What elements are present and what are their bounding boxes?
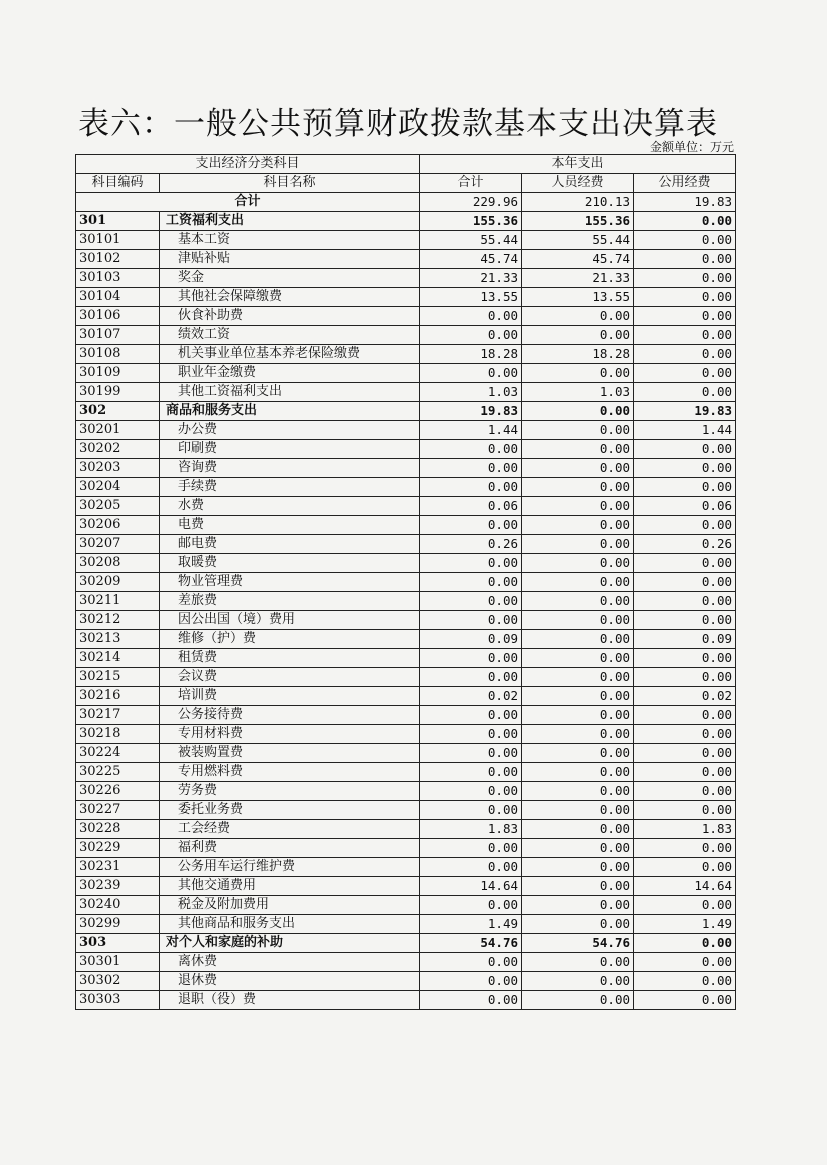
header-public: 公用经费	[634, 174, 736, 193]
table-row	[76, 725, 736, 744]
table-row	[76, 668, 736, 687]
row-code: 30207	[76, 535, 160, 554]
row-personnel: 0.00	[522, 497, 634, 516]
table-row	[76, 573, 736, 592]
row-total: 0.00	[420, 991, 522, 1010]
row-name: 办公费	[160, 421, 420, 440]
row-personnel: 0.00	[522, 801, 634, 820]
row-code: 303	[76, 934, 160, 953]
table-row	[76, 896, 736, 915]
row-code: 30204	[76, 478, 160, 497]
row-name: 职业年金缴费	[160, 364, 420, 383]
row-personnel: 0.00	[522, 611, 634, 630]
row-personnel: 155.36	[522, 212, 634, 231]
row-name: 维修（护）费	[160, 630, 420, 649]
row-public: 0.00	[634, 725, 736, 744]
row-public: 0.00	[634, 269, 736, 288]
row-public: 0.00	[634, 383, 736, 402]
header-current-year-expenditure: 本年支出	[420, 155, 736, 174]
row-public: 0.00	[634, 516, 736, 535]
row-public: 0.02	[634, 687, 736, 706]
row-total: 21.33	[420, 269, 522, 288]
row-public: 0.00	[634, 288, 736, 307]
row-code: 30209	[76, 573, 160, 592]
row-name: 基本工资	[160, 231, 420, 250]
row-code: 30104	[76, 288, 160, 307]
row-total: 0.00	[420, 307, 522, 326]
row-code: 30103	[76, 269, 160, 288]
header-economic-classification: 支出经济分类科目	[76, 155, 420, 174]
row-public: 0.00	[634, 250, 736, 269]
table-row	[76, 212, 736, 231]
row-code: 30225	[76, 763, 160, 782]
header-total: 合计	[420, 174, 522, 193]
table-row	[76, 839, 736, 858]
row-total: 1.83	[420, 820, 522, 839]
row-name: 其他商品和服务支出	[160, 915, 420, 934]
row-total: 0.00	[420, 801, 522, 820]
row-public: 0.00	[634, 991, 736, 1010]
row-total: 0.00	[420, 649, 522, 668]
table-row	[76, 421, 736, 440]
row-personnel: 0.00	[522, 592, 634, 611]
row-total: 0.00	[420, 896, 522, 915]
table-row	[76, 630, 736, 649]
row-personnel: 0.00	[522, 649, 634, 668]
table-row	[76, 478, 736, 497]
row-personnel: 0.00	[522, 668, 634, 687]
row-name: 退休费	[160, 972, 420, 991]
row-code: 30224	[76, 744, 160, 763]
table-row	[76, 250, 736, 269]
table-row	[76, 820, 736, 839]
row-public: 0.00	[634, 345, 736, 364]
row-name: 工会经费	[160, 820, 420, 839]
table-row	[76, 326, 736, 345]
total-value: 229.96	[420, 193, 522, 212]
row-name: 奖金	[160, 269, 420, 288]
row-total: 0.02	[420, 687, 522, 706]
row-personnel: 0.00	[522, 858, 634, 877]
row-public: 0.00	[634, 649, 736, 668]
row-code: 30303	[76, 991, 160, 1010]
table-row	[76, 858, 736, 877]
row-personnel: 1.03	[522, 383, 634, 402]
row-total: 19.83	[420, 402, 522, 421]
row-code: 30205	[76, 497, 160, 516]
header-code: 科目编码	[76, 174, 160, 193]
row-code: 30106	[76, 307, 160, 326]
row-code: 30107	[76, 326, 160, 345]
row-public: 0.00	[634, 706, 736, 725]
row-name: 手续费	[160, 478, 420, 497]
row-personnel: 18.28	[522, 345, 634, 364]
row-personnel: 0.00	[522, 706, 634, 725]
row-name: 邮电费	[160, 535, 420, 554]
row-code: 30229	[76, 839, 160, 858]
row-personnel: 0.00	[522, 972, 634, 991]
row-name: 专用燃料费	[160, 763, 420, 782]
row-name: 津贴补贴	[160, 250, 420, 269]
row-code: 30102	[76, 250, 160, 269]
row-personnel: 0.00	[522, 782, 634, 801]
row-name: 培训费	[160, 687, 420, 706]
row-public: 0.00	[634, 668, 736, 687]
table-row	[76, 706, 736, 725]
row-name: 因公出国（境）费用	[160, 611, 420, 630]
row-name: 商品和服务支出	[160, 402, 420, 421]
row-code: 30199	[76, 383, 160, 402]
table-row	[76, 269, 736, 288]
row-total: 0.00	[420, 326, 522, 345]
row-public: 0.00	[634, 858, 736, 877]
row-public: 1.49	[634, 915, 736, 934]
row-public: 0.00	[634, 953, 736, 972]
row-code: 30101	[76, 231, 160, 250]
row-public: 0.00	[634, 364, 736, 383]
row-total: 0.00	[420, 972, 522, 991]
row-code: 30227	[76, 801, 160, 820]
row-code: 30239	[76, 877, 160, 896]
row-personnel: 0.00	[522, 478, 634, 497]
row-total: 54.76	[420, 934, 522, 953]
row-personnel: 0.00	[522, 744, 634, 763]
total-row	[76, 193, 736, 212]
row-personnel: 0.00	[522, 839, 634, 858]
row-public: 0.00	[634, 782, 736, 801]
row-name: 对个人和家庭的补助	[160, 934, 420, 953]
row-total: 0.00	[420, 459, 522, 478]
table-row	[76, 440, 736, 459]
row-name: 租赁费	[160, 649, 420, 668]
row-public: 14.64	[634, 877, 736, 896]
row-total: 0.00	[420, 953, 522, 972]
row-name: 工资福利支出	[160, 212, 420, 231]
table-row	[76, 554, 736, 573]
table-row	[76, 953, 736, 972]
row-name: 电费	[160, 516, 420, 535]
row-public: 0.00	[634, 972, 736, 991]
row-code: 30212	[76, 611, 160, 630]
table-row	[76, 383, 736, 402]
row-name: 劳务费	[160, 782, 420, 801]
row-public: 0.00	[634, 592, 736, 611]
row-name: 公务接待费	[160, 706, 420, 725]
table-row	[76, 687, 736, 706]
row-personnel: 0.00	[522, 630, 634, 649]
table-row	[76, 934, 736, 953]
row-public: 0.00	[634, 231, 736, 250]
row-total: 0.00	[420, 763, 522, 782]
row-name: 退职（役）费	[160, 991, 420, 1010]
row-public: 0.00	[634, 744, 736, 763]
row-total: 0.00	[420, 782, 522, 801]
row-personnel: 0.00	[522, 459, 634, 478]
row-personnel: 0.00	[522, 763, 634, 782]
row-total: 0.00	[420, 744, 522, 763]
table-row	[76, 364, 736, 383]
row-public: 1.44	[634, 421, 736, 440]
header-row-columns	[76, 174, 736, 193]
row-total: 55.44	[420, 231, 522, 250]
table-row	[76, 763, 736, 782]
row-personnel: 0.00	[522, 820, 634, 839]
row-personnel: 0.00	[522, 307, 634, 326]
row-code: 30228	[76, 820, 160, 839]
row-public: 0.00	[634, 896, 736, 915]
row-personnel: 0.00	[522, 877, 634, 896]
table-row	[76, 307, 736, 326]
row-code: 30217	[76, 706, 160, 725]
row-name: 福利费	[160, 839, 420, 858]
row-personnel: 21.33	[522, 269, 634, 288]
row-name: 委托业务费	[160, 801, 420, 820]
row-personnel: 0.00	[522, 687, 634, 706]
row-name: 其他工资福利支出	[160, 383, 420, 402]
row-code: 30215	[76, 668, 160, 687]
row-public: 0.00	[634, 478, 736, 497]
row-name: 离休费	[160, 953, 420, 972]
table-row	[76, 592, 736, 611]
table-row	[76, 459, 736, 478]
row-name: 绩效工资	[160, 326, 420, 345]
row-code: 30301	[76, 953, 160, 972]
amount-unit-note: 金额单位：万元	[649, 140, 734, 154]
row-code: 30213	[76, 630, 160, 649]
row-personnel: 0.00	[522, 896, 634, 915]
table-row	[76, 345, 736, 364]
row-public: 0.00	[634, 212, 736, 231]
row-personnel: 0.00	[522, 516, 634, 535]
row-public: 0.00	[634, 839, 736, 858]
row-total: 1.49	[420, 915, 522, 934]
row-total: 0.00	[420, 592, 522, 611]
row-code: 30202	[76, 440, 160, 459]
row-name: 印刷费	[160, 440, 420, 459]
row-code: 30211	[76, 592, 160, 611]
expenditure-table	[75, 154, 736, 1010]
row-total: 1.44	[420, 421, 522, 440]
row-personnel: 0.00	[522, 440, 634, 459]
row-public: 0.00	[634, 763, 736, 782]
total-public: 19.83	[634, 193, 736, 212]
row-public: 0.00	[634, 440, 736, 459]
row-name: 伙食补助费	[160, 307, 420, 326]
row-total: 13.55	[420, 288, 522, 307]
row-name: 物业管理费	[160, 573, 420, 592]
row-code: 30201	[76, 421, 160, 440]
row-code: 30214	[76, 649, 160, 668]
row-personnel: 0.00	[522, 364, 634, 383]
row-name: 机关事业单位基本养老保险缴费	[160, 345, 420, 364]
row-personnel: 0.00	[522, 915, 634, 934]
row-personnel: 0.00	[522, 725, 634, 744]
row-personnel: 45.74	[522, 250, 634, 269]
row-personnel: 0.00	[522, 953, 634, 972]
row-public: 0.00	[634, 611, 736, 630]
row-total: 18.28	[420, 345, 522, 364]
table-row	[76, 231, 736, 250]
row-code: 30108	[76, 345, 160, 364]
row-public: 19.83	[634, 402, 736, 421]
row-total: 155.36	[420, 212, 522, 231]
page-title: 表六：一般公共预算财政拨款基本支出决算表	[78, 106, 718, 142]
row-name: 取暖费	[160, 554, 420, 573]
row-total: 0.00	[420, 516, 522, 535]
row-code: 30203	[76, 459, 160, 478]
row-name: 咨询费	[160, 459, 420, 478]
row-public: 0.00	[634, 307, 736, 326]
row-name: 税金及附加费用	[160, 896, 420, 915]
table-row	[76, 497, 736, 516]
row-personnel: 0.00	[522, 991, 634, 1010]
row-public: 0.00	[634, 801, 736, 820]
row-code: 30302	[76, 972, 160, 991]
row-public: 0.00	[634, 934, 736, 953]
row-personnel: 54.76	[522, 934, 634, 953]
row-total: 45.74	[420, 250, 522, 269]
table-row	[76, 744, 736, 763]
row-public: 0.00	[634, 573, 736, 592]
row-public: 0.26	[634, 535, 736, 554]
row-total: 0.00	[420, 611, 522, 630]
row-public: 0.00	[634, 554, 736, 573]
table-row	[76, 649, 736, 668]
total-personnel: 210.13	[522, 193, 634, 212]
row-code: 30216	[76, 687, 160, 706]
table-row	[76, 972, 736, 991]
row-personnel: 0.00	[522, 421, 634, 440]
header-row-group	[76, 155, 736, 174]
row-total: 1.03	[420, 383, 522, 402]
row-personnel: 0.00	[522, 554, 634, 573]
row-total: 0.00	[420, 858, 522, 877]
row-code: 30109	[76, 364, 160, 383]
row-code: 30226	[76, 782, 160, 801]
row-total: 0.09	[420, 630, 522, 649]
table-row	[76, 288, 736, 307]
row-public: 0.09	[634, 630, 736, 649]
row-total: 0.00	[420, 554, 522, 573]
row-code: 30231	[76, 858, 160, 877]
total-label: 合计	[76, 193, 420, 212]
table-row	[76, 915, 736, 934]
row-personnel: 13.55	[522, 288, 634, 307]
row-public: 0.00	[634, 326, 736, 345]
row-total: 0.06	[420, 497, 522, 516]
row-public: 0.00	[634, 459, 736, 478]
row-total: 0.00	[420, 440, 522, 459]
row-name: 公务用车运行维护费	[160, 858, 420, 877]
row-total: 0.00	[420, 839, 522, 858]
table-row	[76, 991, 736, 1010]
row-code: 30218	[76, 725, 160, 744]
row-total: 0.00	[420, 364, 522, 383]
row-total: 0.00	[420, 478, 522, 497]
row-name: 差旅费	[160, 592, 420, 611]
row-personnel: 55.44	[522, 231, 634, 250]
table-row	[76, 801, 736, 820]
row-total: 14.64	[420, 877, 522, 896]
row-total: 0.00	[420, 668, 522, 687]
row-personnel: 0.00	[522, 535, 634, 554]
row-code: 30240	[76, 896, 160, 915]
row-personnel: 0.00	[522, 402, 634, 421]
row-public: 1.83	[634, 820, 736, 839]
row-name: 被装购置费	[160, 744, 420, 763]
row-code: 30299	[76, 915, 160, 934]
row-code: 30206	[76, 516, 160, 535]
row-total: 0.00	[420, 706, 522, 725]
row-name: 其他交通费用	[160, 877, 420, 896]
row-code: 30208	[76, 554, 160, 573]
table-row	[76, 516, 736, 535]
row-name: 专用材料费	[160, 725, 420, 744]
table-row	[76, 402, 736, 421]
row-name: 会议费	[160, 668, 420, 687]
row-personnel: 0.00	[522, 326, 634, 345]
row-code: 301	[76, 212, 160, 231]
table-row	[76, 877, 736, 896]
table-row	[76, 782, 736, 801]
row-total: 0.26	[420, 535, 522, 554]
row-total: 0.00	[420, 573, 522, 592]
row-total: 0.00	[420, 725, 522, 744]
row-public: 0.06	[634, 497, 736, 516]
header-personnel: 人员经费	[522, 174, 634, 193]
row-personnel: 0.00	[522, 573, 634, 592]
table-row	[76, 535, 736, 554]
header-name: 科目名称	[160, 174, 420, 193]
row-name: 水费	[160, 497, 420, 516]
row-code: 302	[76, 402, 160, 421]
row-name: 其他社会保障缴费	[160, 288, 420, 307]
table-row	[76, 611, 736, 630]
